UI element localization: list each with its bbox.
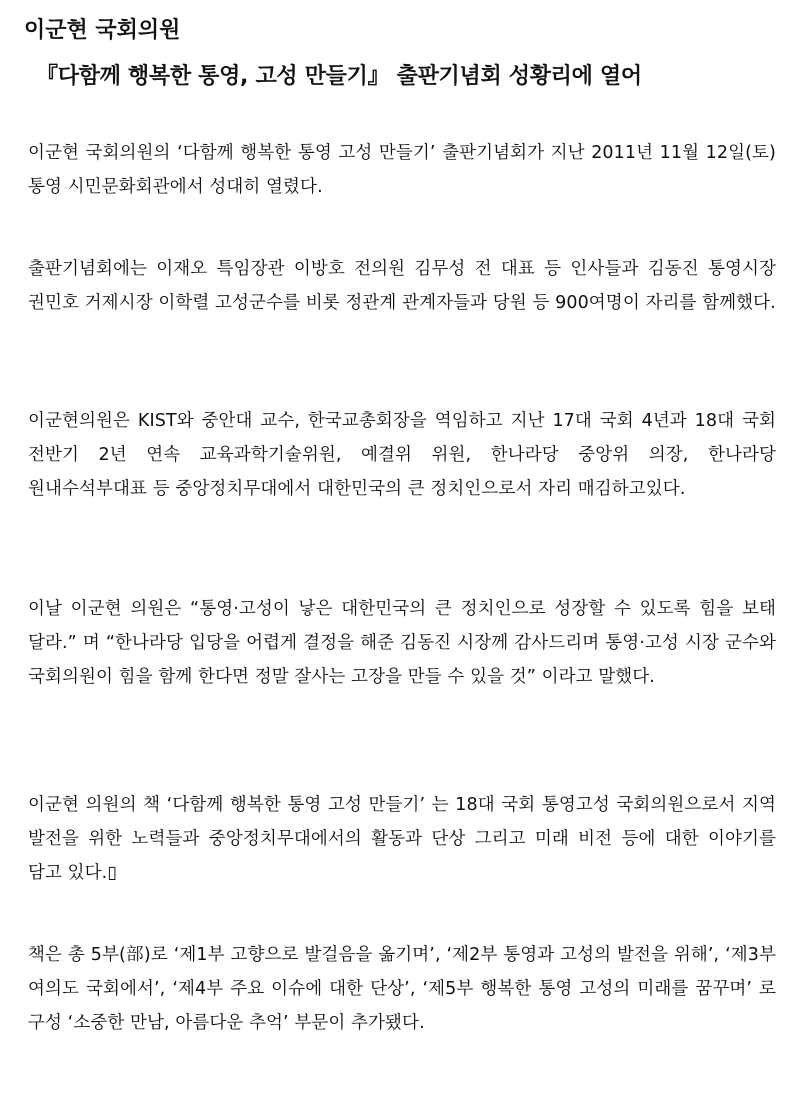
paragraph-career: 이군현의원은 KIST와 중안대 교수, 한국교총회장을 역임하고 지난 17대 국회 4년과 18대 국회 전반기 2년 연속 교육과학기술위원, 예결위 위원, 한나라당 중앙위 의장, 한나라당 원내수석부대표 등 중앙정치무대에서 대한민국의 큰 정치인으로서 자리 매김하고있다. <box>28 411 776 499</box>
paragraph-book-structure: 책은 총 5부(部)로 ‘제1부 고향으로 발걸음을 옮기며’, ‘제2부 통영과 고성의 발전을 위해’, ‘제3부 여의도 국회에서’, ‘제4부 주요 이슈에 대한 단상’, ‘제5부 행복한 통영 고성의 미래를 꿈꾸며’ 로 구성 ‘소중한 만남, 아름다운 추억’ 부문이 추가됐다. <box>28 945 776 1033</box>
paragraph-book-summary: 이군현 의원의 책 ‘다함께 행복한 통영 고성 만들기’ 는 18대 국회 통영고성 국회의원으로서 지역 발전을 위한 노력들과 중앙정치무대에서의 활동과 단상 그리고 미래 비전 등에 대한 이야기를 담고 있다.▯ <box>28 795 776 883</box>
headline: 이군현 국회의원 <box>24 18 181 43</box>
paragraph-speech: 이날 이군현 의원은 “통영·고성이 낳은 대한민국의 큰 정치인으로 성장할 수 있도록 힘을 보태 달라.” 며 “한나라당 입당을 어렵게 결정을 해준 김동진 시장께 감사드리며 통영·고성 시장 군수와 국회의원이 힘을 함께 한다면 정말 잘사는 고장을 만들 수 있을 것” 이라고 말했다. <box>28 599 776 687</box>
paragraph-event-announcement: 이군현 국회의원의 ‘다함께 행복한 통영 고성 만들기’ 출판기념회가 지난 2011년 11월 12일(토) 통영 시민문화회관에서 성대히 열렸다. <box>28 143 776 197</box>
paragraph-attendees: 출판기념회에는 이재오 특임장관 이방호 전의원 김무성 전 대표 등 인사들과 김동진 통영시장 권민호 거제시장 이학렬 고성군수를 비롯 정관계 관계자들과 당원 등 900여명이 자리를 함께했다. <box>28 259 776 313</box>
subheadline: 『다함께 행복한 통영, 고성 만들기』 출판기념회 성황리에 열어 <box>36 64 642 89</box>
